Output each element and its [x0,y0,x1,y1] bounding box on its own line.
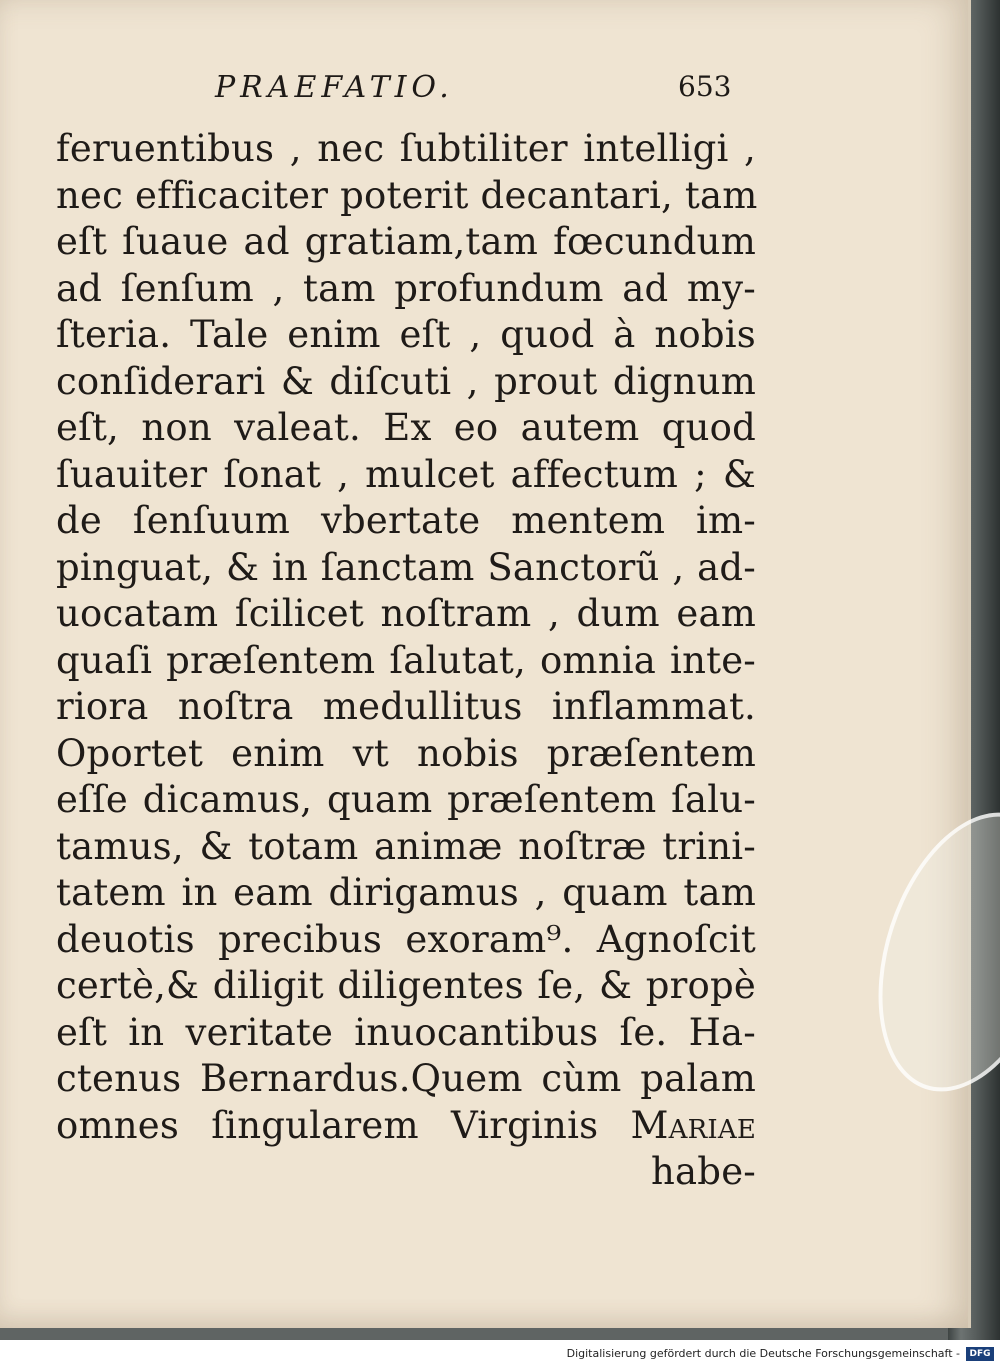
text-line: feruentibus , nec ſubtiliter intelligi , [56,127,756,170]
running-head: PRAEFATIO. [215,70,454,105]
text-line: eſt in veritate inuocantibus ſe. Ha- [56,1010,756,1054]
text-line: ctenus Bernardus.Quem cùm palam [56,1057,756,1100]
text-line: de ſenſuum vbertate mentem im- [56,499,756,542]
footer-credit: Digitalisierung gefördert durch die Deutsche Forschungsgemeinschaft - [566,1347,960,1360]
text-line: conſiderari & diſcuti , prout dignum [56,359,756,403]
text-line: quaſi præſentem ſalutat, omnia inte- [56,638,756,682]
text-line: riora noſtra medullitus inflammat. [56,685,756,728]
text-line: certè,& diligit diligentes ſe, & propè [56,964,756,1007]
catchword: habe- [651,1150,756,1193]
text-line: nec efficaciter poterit decantari, tam [56,173,758,217]
text-line: deuotis precibus exoram⁹. Agnoſcit [56,917,756,961]
dfg-logo: DFG [966,1347,994,1361]
page-number: 653 [678,70,732,103]
text-line: tamus, & totam animæ noſtræ trini- [56,824,756,868]
text-line: ſuauiter ſonat , mulcet affectum ; & [56,452,756,496]
text-line: eſſe dicamus, quam præſentem ſalu- [56,778,756,821]
text-line: uocatam ſcilicet noſtram , dum eam [56,592,756,635]
footer-bar [0,1340,1000,1366]
text-line-final [56,1103,756,1150]
text-line-final-start: omnes ſingularem Virginis [56,1103,599,1147]
text-line: tatem in eam dirigamus , quam tam [56,871,756,914]
text-line: eſt ſuaue ad gratiam,tam fœcundum [56,220,756,263]
text-line: ad ſenſum , tam profundum ad my- [56,266,756,310]
text-line: Oportet enim vt nobis præſentem [56,731,756,775]
text-line: pinguat, & in ſanctam Sanctorũ , ad- [56,545,756,589]
body-text [56,126,756,1196]
smallcaps-word: Mariae [630,1103,756,1147]
text-line: ſteria. Tale enim eſt , quod à nobis [56,313,756,356]
text-line: eſt, non valeat. Ex eo autem quod [56,406,756,449]
